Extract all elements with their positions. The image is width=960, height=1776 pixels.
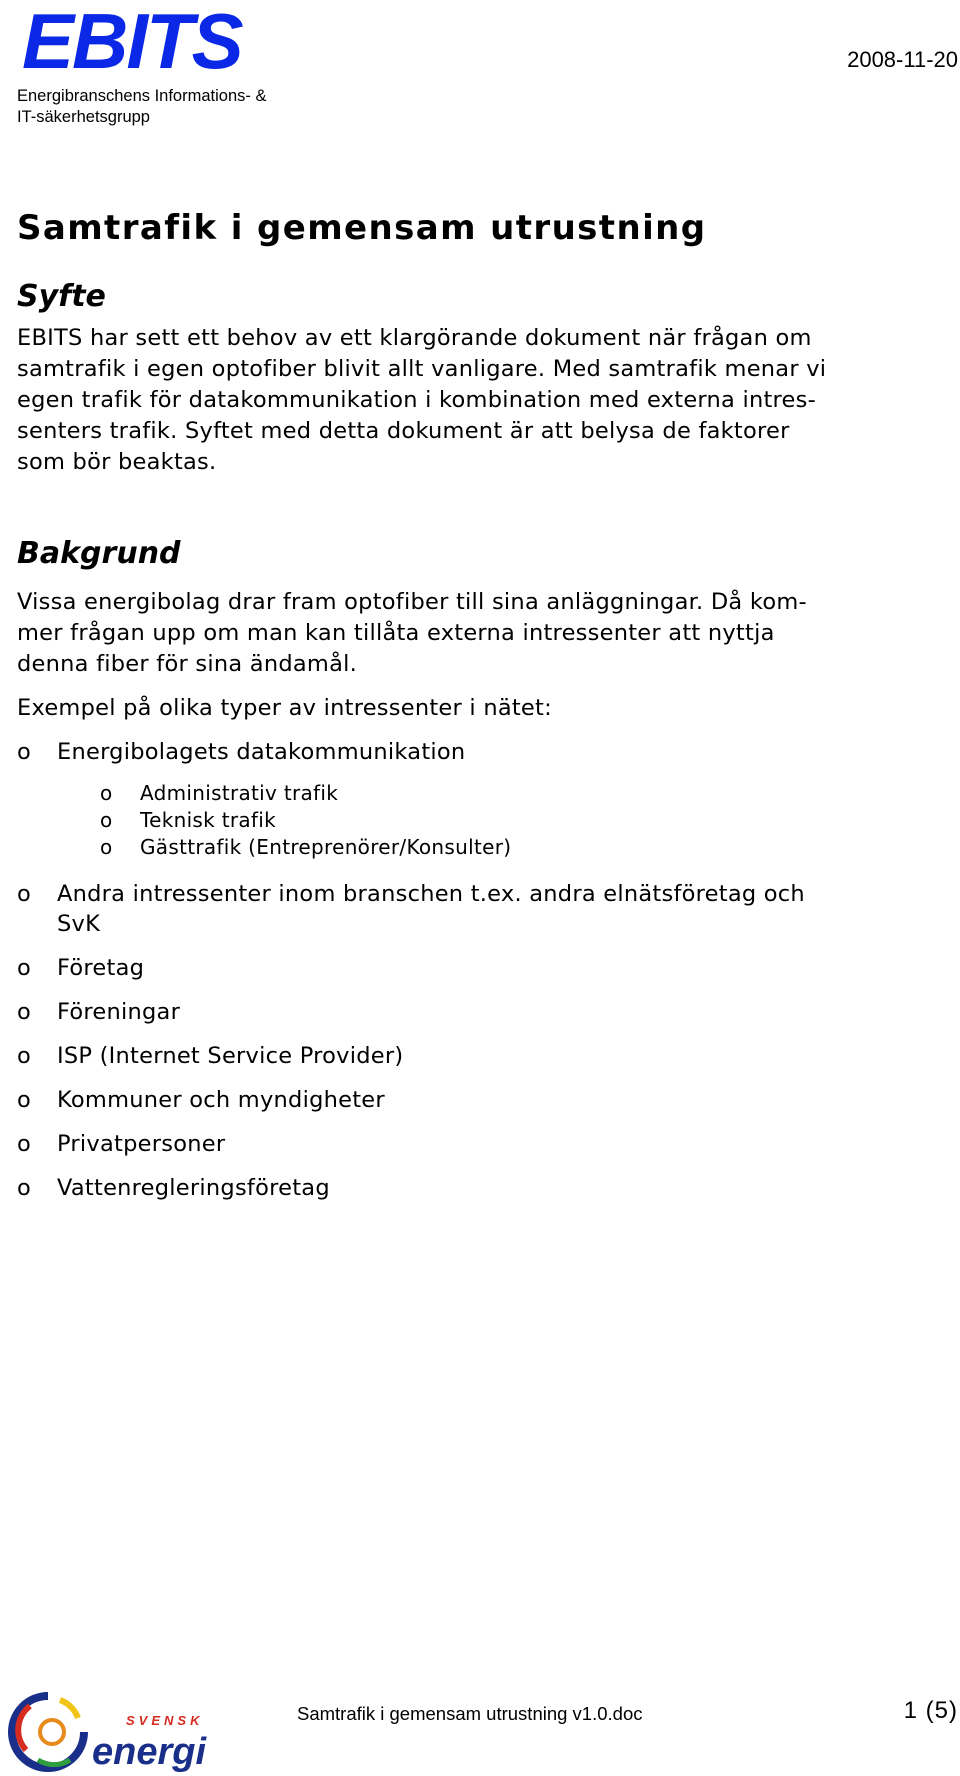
list-item-line: SvK bbox=[57, 911, 101, 937]
syfte-paragraph bbox=[17, 323, 937, 478]
bullet: o bbox=[100, 781, 113, 805]
paragraph-line: samtrafik i egen optofiber blivit allt vanligare. Med samtrafik menar vi bbox=[17, 356, 827, 382]
bullet: o bbox=[17, 739, 32, 765]
bullet: o bbox=[17, 999, 32, 1025]
ebits-logo: EBITS bbox=[22, 0, 242, 85]
list-item-text: Företag bbox=[57, 955, 145, 981]
syfte-heading: Syfte bbox=[17, 279, 106, 314]
paragraph-line: egen trafik för datakommunikation i kombination med externa intres- bbox=[17, 387, 816, 413]
paragraph-line: som bör beaktas. bbox=[17, 449, 217, 475]
document-date: 2008-11-20 bbox=[847, 47, 958, 72]
sub-list-item-text: Administrativ trafik bbox=[140, 781, 339, 805]
paragraph-line: mer frågan upp om man kan tillåta externa intressenter att nyttja bbox=[17, 620, 775, 646]
list-item-text: Kommuner och myndigheter bbox=[57, 1087, 385, 1113]
organization-name-line2: IT-säkerhetsgrupp bbox=[17, 108, 150, 126]
list-item-line: Andra intressenter inom branschen t.ex. andra elnätsföretag och bbox=[57, 881, 805, 907]
bullet: o bbox=[17, 1131, 32, 1157]
list-item-text: Föreningar bbox=[57, 999, 181, 1025]
footer-filename: Samtrafik i gemensam utrustning v1.0.doc bbox=[297, 1703, 643, 1724]
svensk-energi-logo bbox=[8, 1690, 213, 1772]
list-item-text: Energibolagets datakommunikation bbox=[57, 739, 466, 765]
list-item-text bbox=[57, 879, 805, 939]
paragraph-line: Vissa energibolag drar fram optofiber till sina anläggningar. Då kom- bbox=[17, 589, 807, 615]
paragraph-line: EBITS har sett ett behov av ett klargörande dokument när frågan om bbox=[17, 325, 812, 351]
examples-intro bbox=[17, 693, 937, 724]
bullet: o bbox=[17, 1087, 32, 1113]
organization-name bbox=[17, 86, 266, 128]
bullet: o bbox=[100, 808, 113, 832]
sub-list-item-text: Gästtrafik (Entreprenörer/Konsulter) bbox=[140, 835, 512, 859]
bakgrund-heading: Bakgrund bbox=[17, 536, 181, 571]
paragraph-line: Exempel på olika typer av intressenter i nätet: bbox=[17, 695, 552, 721]
bullet: o bbox=[17, 881, 32, 907]
bullet: o bbox=[17, 955, 32, 981]
bakgrund-paragraph bbox=[17, 587, 937, 680]
logo-main-text: energi bbox=[92, 1731, 207, 1772]
paragraph-line: senters trafik. Syftet med detta dokument är att belysa de faktorer bbox=[17, 418, 790, 444]
bullet: o bbox=[17, 1043, 32, 1069]
paragraph-line: denna fiber för sina ändamål. bbox=[17, 651, 358, 677]
bullet: o bbox=[100, 835, 113, 859]
document-title: Samtrafik i gemensam utrustning bbox=[17, 208, 707, 248]
list-item-text: Vattenregleringsföretag bbox=[57, 1175, 330, 1201]
list-item-text: ISP (Internet Service Provider) bbox=[57, 1043, 404, 1069]
page-number: 1 (5) bbox=[903, 1697, 958, 1724]
logo-top-text: SVENSK bbox=[126, 1713, 204, 1728]
list-item-text: Privatpersoner bbox=[57, 1131, 226, 1157]
bullet: o bbox=[17, 1175, 32, 1201]
sub-list-item-text: Teknisk trafik bbox=[140, 808, 276, 832]
organization-name-line1: Energibranschens Informations- & bbox=[17, 87, 267, 105]
